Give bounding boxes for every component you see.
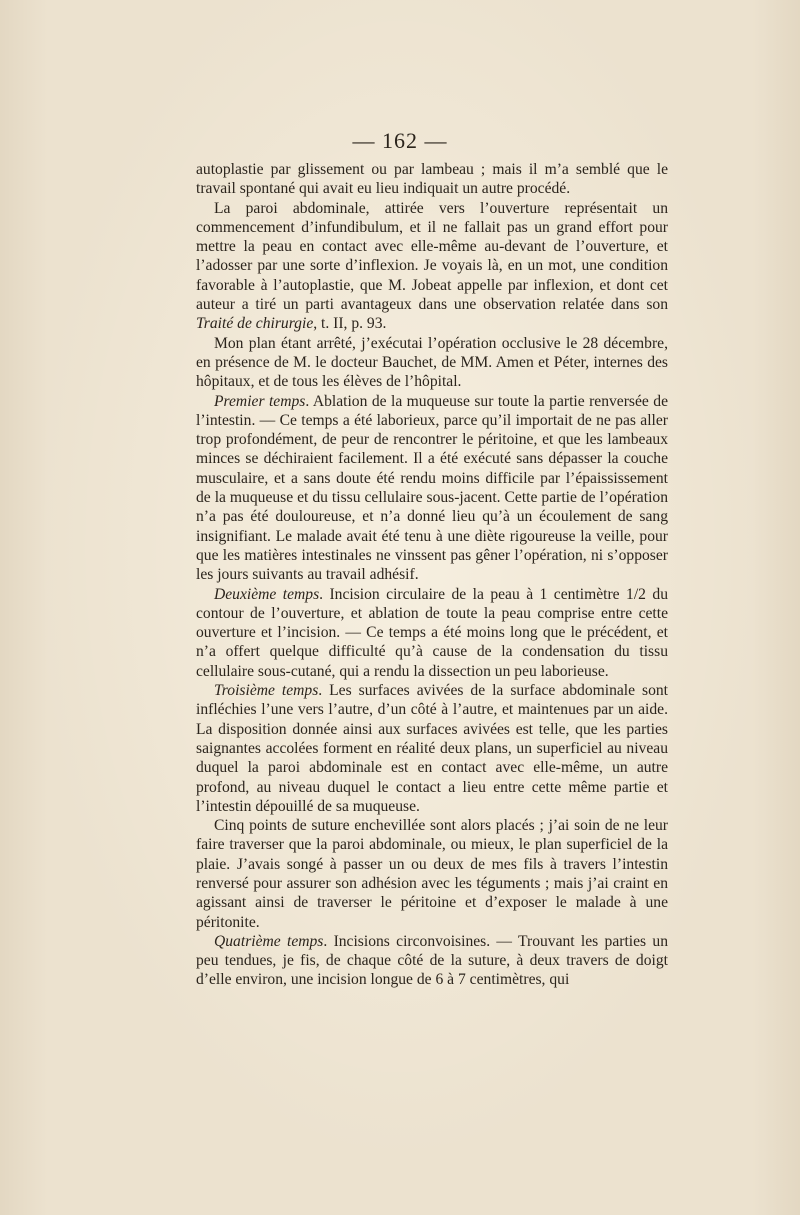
page-number: — 162 — [352, 128, 448, 153]
paragraph [196, 392, 668, 585]
paragraph-text: . Les surfaces avivées de la surface abdominale sont infléchies l’une vers l’autre, d’un côté à l’autre, et maintenues par un aide. La disposition donnée ainsi aux surfaces avivées est telle, que les parties saignantes accolées forment en réalité deux plans, un superficiel au niveau duquel la paroi abdominale est en contact avec elle-même, un autre profond, au niveau duquel le contact a lieu entre cette même partie et l’intestin dépouillé de sa muqueuse. [196, 682, 669, 815]
italic-heading: Traité de chirurgie [196, 315, 314, 333]
paragraph-text: . Incision circulaire de la peau à 1 centimètre 1/2 du contour de l’ouverture, et ablation de toute la peau comprise entre cette ouverture et l’incision. — Ce temps a été moins long que le précédent, et n’a offert quelque difficulté qu’à cause de la condensation du tissu cellulaire sous-cutané, qui a rendu la dissection un peu laborieuse. [196, 585, 668, 680]
paragraph-text: Mon plan étant arrêté, j’exécutai l’opération occlusive le 28 décembre, en présence de M. le docteur Bauchet, de MM. Amen et Péter, internes des hôpitaux, et de tous les élèves de l’hôpital. [196, 334, 668, 391]
paragraph-text: , t. II, p. 93. [313, 315, 387, 333]
paragraph [196, 160, 668, 199]
paragraph-text: La paroi abdominale, attirée vers l’ouverture représentait un commencement d’infundibulum, et il ne fallait pas un grand effort pour mettre la peau en contact avec elle-même au-devant de l’ouverture, et l’adosser par une sorte d’inflexion. Je voyais là, en un mot, une condition favorable à l’autoplastie, que M. Jobeat appelle par inflexion, et dont cet auteur a tiré un parti avantageux dans une observation relatée dans son [196, 199, 668, 314]
italic-heading: Deuxième temps [214, 585, 320, 603]
paragraph [196, 681, 668, 816]
italic-heading: Troisième temps [214, 682, 319, 700]
paragraph [196, 585, 668, 681]
body-text [196, 160, 668, 990]
paragraph-text: . Incisions circonvoisines. — Trouvant les parties un peu tendues, je fis, de chaque côté de la suture, à deux travers de doigt d’elle environ, une incision longue de 6 à 7 centimètres, qui [196, 932, 668, 989]
paragraph-text: Cinq points de suture enchevillée sont alors placés ; j’ai soin de ne leur faire traverser que la paroi abdominale, ou mieux, le plan superficiel de la plaie. J’avais songé à passer un ou deux de mes fils à travers l’intestin renversé pour assurer son adhésion avec les téguments ; mais j’ai craint en agissant ainsi de traverser le péritoine et d’exposer le malade à une péritonite. [196, 817, 668, 931]
paragraph [196, 334, 668, 392]
paragraph [196, 199, 668, 334]
paragraph [196, 932, 668, 990]
paragraph-text: . Ablation de la muqueuse sur toute la partie renversée de l’intestin. — Ce temps a été laborieux, parce qu’il importait de ne pas aller trop profondément, de peur de rencontrer le péritoine, et que les lambeaux minces se déchiraient facilement. Il a été exécuté sans dépasser la couche musculaire, et a sans doute été rendu moins difficile par l’épaississement de la muqueuse et du tissu cellulaire sous-jacent. Cette partie de l’opération n’a pas été douloureuse, et n’a donné lieu qu’à un écoulement de sang insignifiant. Le malade avait été tenu à une diète rigoureuse la veille, pour que les matières intestinales ne vinssent pas gêner l’opération, ni s’opposer les jours suivants au travail adhésif. [196, 392, 668, 584]
italic-heading: Premier temps [214, 392, 306, 410]
paragraph [196, 816, 668, 932]
paragraph-text: autoplastie par glissement ou par lambeau ; mais il m’a semblé que le travail spontané qui avait eu lieu indiquait un autre procédé. [196, 161, 668, 198]
italic-heading: Quatrième temps [214, 932, 324, 950]
